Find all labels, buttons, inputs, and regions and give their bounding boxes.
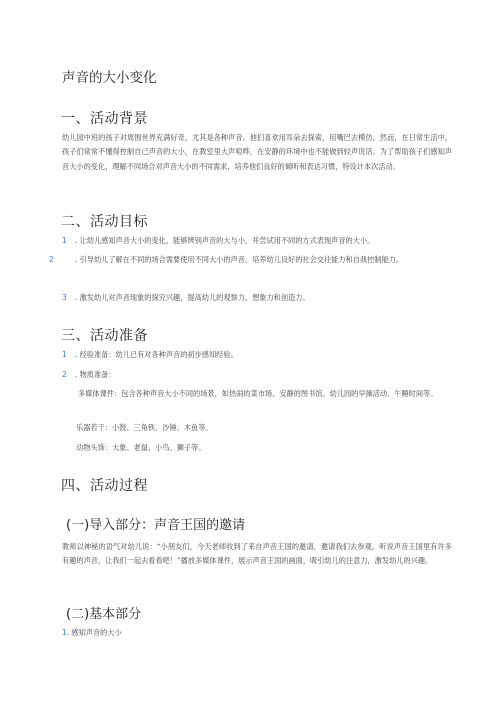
goal-item-1 <box>62 234 452 248</box>
goal-number-3: 3 <box>62 293 67 302</box>
goal-item-3 <box>62 291 452 305</box>
goal-text-2: . 引导幼儿了解在不同的场合需要使用不同大小的声音，培养幼儿良好的社会交往能力和自我控制能力。 <box>75 255 404 264</box>
section-heading-goals: 二、活动目标 <box>61 214 148 230</box>
prep-sub-multimedia: 多媒体课件：包含各种声音大小不同的场景，如热闹的菜市场、安静的图书馆、幼儿园的早操活动、午睡时间等。 <box>78 389 438 398</box>
subsection-heading-intro: (一)导入部分：声音王国的邀请 <box>66 518 246 533</box>
goal-number-1: 1 <box>62 236 67 245</box>
intro-paragraph: 教师以神秘的语气对幼儿说：“小朋友们，今天老师收到了来自声音王国的邀请，邀请我们去参观。听说声音王国里有许多有趣的声音，让我们一起去看看吧！”播放多媒体课件，展示声音王国的画面，吸引幼儿的注意力，激发幼儿的兴趣。 <box>62 542 452 566</box>
prep-number-2: 2 <box>62 370 67 379</box>
prep-number-1: 1 <box>62 350 67 359</box>
goal-text-3: . 激发幼儿对声音现象的探究兴趣，提高幼儿的观察力、想象力和创造力。 <box>75 293 310 302</box>
subsection-heading-main: (二)基本部分 <box>66 607 142 622</box>
goal-item-2 <box>49 253 465 267</box>
section-heading-preparation: 三、活动准备 <box>61 328 148 344</box>
main-item-1 <box>62 628 122 638</box>
background-paragraph: 幼儿园中班的孩子对周围世界充满好奇，尤其是各种声音。他们喜欢用耳朵去探索，用嘴巴去模仿。然而，在日常生活中，孩子们常常不懂得控制自己声音的大小，在教室里大声喧哗，在安静的环境中也不能做到轻声说话。为了帮助孩子们感知声音大小的变化，理解不同场合对声音大小的不同需求，培养他们良好的倾听和表达习惯，特设计本次活动。 <box>62 133 452 171</box>
main-item-text: . 感知声音的大小 <box>66 628 122 637</box>
prep-item-1 <box>62 348 452 362</box>
goal-number-2: 2 <box>49 255 54 264</box>
prep-sub-headwear: 动物头饰：大象、老鼠、小鸟、狮子等。 <box>76 443 206 452</box>
goal-text-1: . 让幼儿感知声音大小的变化，能够辨别声音的大与小，并尝试用不同的方式表现声音的大小。 <box>75 236 375 245</box>
prep-item-2 <box>62 368 452 382</box>
main-item-number: 1 <box>62 628 67 637</box>
prep-text-1: . 经验准备：幼儿已有对各种声音的初步感知经验。 <box>75 350 238 359</box>
section-heading-background: 一、活动背景 <box>61 111 148 127</box>
prep-sub-instruments: 乐器若干：小鼓、三角铁、沙锤、木鱼等。 <box>76 423 213 432</box>
section-heading-process: 四、活动过程 <box>61 478 148 494</box>
document-title: 声音的大小变化 <box>62 70 157 86</box>
prep-text-2: . 物质准备： <box>75 370 116 379</box>
